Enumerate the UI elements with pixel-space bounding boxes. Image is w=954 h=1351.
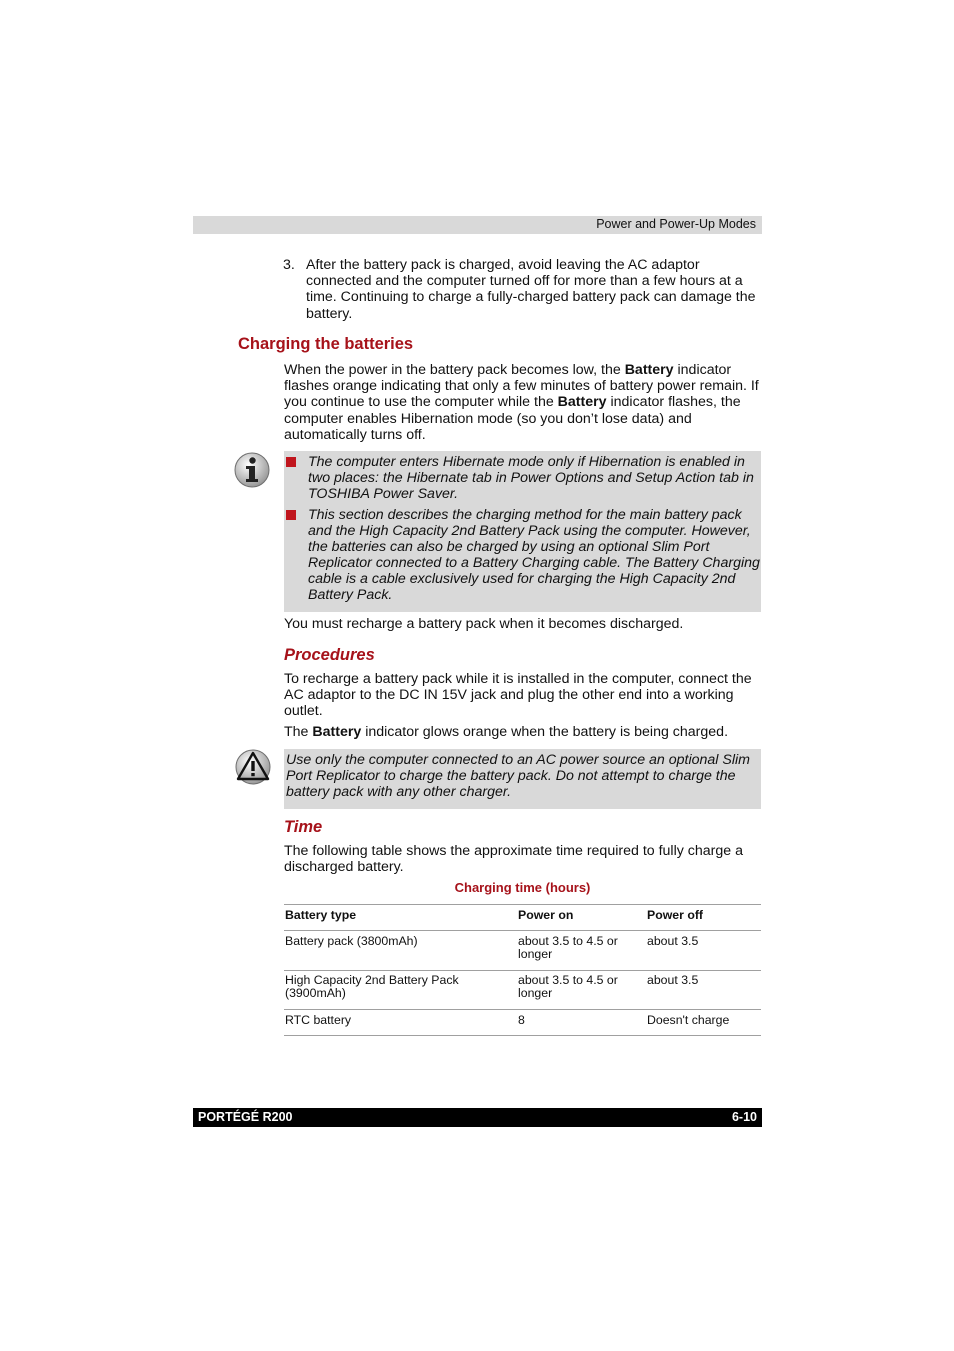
note-text: This section describes the charging method for the main battery pack and the High Capacity 2nd Battery Pack using the computer. However, the batteries can also be charged by using an optional Slim Port Replicator connected to a Battery Charging cable. The Battery Charging cable is a cable exclusively used for charging the High Capacity 2nd Battery Pack. [308, 507, 760, 603]
table-rule [284, 970, 761, 971]
intro-text-3: indicator flashes, the computer enables Hibernation mode (so you don’t lose data) and automatically turns off. [284, 394, 741, 443]
footer-product: PORTÉGÉ R200 [198, 1110, 293, 1124]
indicator-text-2: indicator glows orange when the battery is being charged. [361, 724, 729, 740]
header-power-on: Power on [518, 908, 574, 922]
page-footer [193, 1108, 762, 1127]
indicator-bold: Battery [312, 724, 362, 740]
bullet-square [286, 457, 296, 467]
list-text: After the battery pack is charged, avoid leaving the AC adaptor connected and the computer turned off for more than a few hours at a time. Continuing to charge a fully-charged battery pack can damage the battery. [306, 257, 756, 322]
intro-text-1: When the power in the battery pack becomes low, the [284, 362, 625, 378]
table-rule [284, 930, 761, 931]
table-cell: about 3.5 [647, 934, 699, 948]
footer-page-number: 6-10 [731, 1110, 757, 1124]
caution-icon [234, 748, 272, 786]
table-cell: about 3.5 to 4.5 or longer [518, 934, 618, 961]
table-cell: about 3.5 [647, 973, 699, 987]
table-cell: Doesn't charge [647, 1013, 730, 1027]
battery-indicator-paragraph [284, 724, 761, 740]
intro-bold-1: Battery [624, 362, 674, 378]
table-cell: 8 [518, 1013, 525, 1027]
note-box [284, 451, 761, 612]
table-title: Charging time (hours) [454, 880, 591, 895]
table-cell: High Capacity 2nd Battery Pack (3900mAh) [285, 973, 459, 1000]
note-text: The computer enters Hibernate mode only if Hibernation is enabled in two places: the Hibernate tab in Power Options and Setup Action tab in TOSHIBA Power Saver. [308, 454, 754, 502]
time-paragraph: The following table shows the approximate time required to fully charge a discharged battery. [284, 843, 743, 876]
table-rule [284, 1035, 761, 1036]
header-title: Power and Power-Up Modes [596, 217, 756, 231]
header-battery-type: Battery type [285, 908, 357, 922]
table-rule [284, 904, 761, 905]
intro-bold-2: Battery [557, 394, 607, 411]
table-cell: Battery pack (3800mAh) [285, 934, 418, 948]
running-header [193, 216, 762, 234]
bullet-square [286, 510, 296, 520]
header-power-off: Power off [647, 908, 704, 922]
intro-paragraph [284, 362, 761, 443]
caution-text: Use only the computer connected to an AC power source an optional Slim Port Replicator to charge the battery pack. Do not attempt to charge the battery pack with any other charger. [286, 752, 750, 800]
section-title: Charging the batteries [238, 335, 414, 353]
table-cell: RTC battery [285, 1013, 352, 1027]
list-number: 3. [283, 257, 295, 273]
table-rule [284, 1009, 761, 1010]
recharge-paragraph: You must recharge a battery pack when it becomes discharged. [284, 616, 684, 632]
caution-box [284, 749, 761, 809]
intro-text-2: indicator flashes orange indicating that only a few minutes of battery power remain. If you continue to use the computer while the [284, 362, 759, 411]
info-icon [233, 451, 271, 489]
procedures-title: Procedures [284, 646, 375, 664]
indicator-text-1: The [284, 724, 313, 740]
time-title: Time [284, 818, 323, 836]
table-cell: about 3.5 to 4.5 or longer [518, 973, 618, 1000]
procedures-paragraph: To recharge a battery pack while it is installed in the computer, connect the AC adaptor to the DC IN 15V jack and plug the other end into a working outlet. [284, 671, 752, 720]
